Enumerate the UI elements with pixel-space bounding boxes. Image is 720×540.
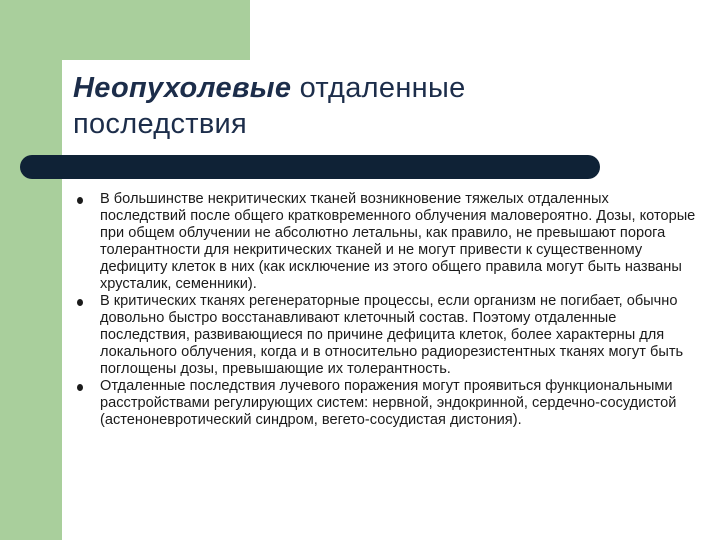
bullet-text <box>100 293 696 378</box>
slide-title <box>73 70 593 142</box>
bullet-dot-icon <box>77 384 83 391</box>
title-underline-bar <box>20 155 600 179</box>
bullet-body: регенераторные процессы, если организм не погибает, обычно довольно быстро восстанавливают клеточный состав. Поэтому отдаленные последствия, развивающиеся по причине дефицита клеток, более характерны для локального облучения, когда и в относительно радиорезистентных тканях могут быть поглощены дозы, превышающие их толерантность. <box>100 293 684 377</box>
bullet-body: возникновение тяжелых отдаленных последствий после общего кратковременного облучения маловероятно. Дозы, которые при общем облучении не абсолютно летальны, как правило, не превышают порога толерантности для некритических тканей и не могут привести к существенному дефициту клеток в них (как исключение из этого общего правила могут быть названы хрусталик, семенники). <box>100 191 696 292</box>
bullet-text <box>100 191 696 293</box>
bullet-dot-icon <box>77 197 83 204</box>
bullet-item-2 <box>76 293 696 378</box>
bullet-text <box>100 378 696 429</box>
title-rest: отдаленные последствия <box>73 72 466 140</box>
bullet-bold-lead: В критических тканях <box>100 293 245 309</box>
bullet-dot-icon <box>77 299 83 306</box>
bullet-list <box>76 191 696 429</box>
title-italic-word: Неопухолевые <box>73 72 292 104</box>
bullet-item-1 <box>76 191 696 293</box>
bullet-body: Отдаленные последствия лучевого поражения могут проявиться функциональными расстройствами регулирующих систем: нервной, эндокринной, сердечно-сосудистой (астеноневротический синдром, вегето-сосудистая дистония). <box>100 378 677 428</box>
bullet-bold-lead: В большинстве некритических тканей <box>100 191 357 207</box>
bullet-item-3 <box>76 378 696 429</box>
